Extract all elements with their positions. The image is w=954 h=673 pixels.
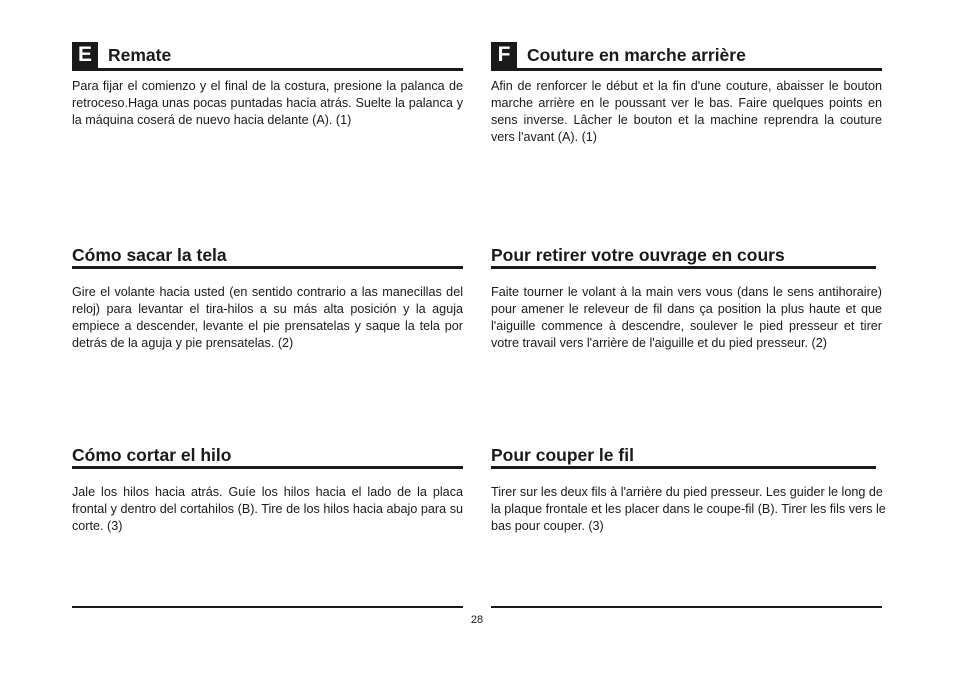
section-heading-row xyxy=(491,40,882,66)
section-title: Remate xyxy=(108,45,172,65)
section-body: Jale los hilos hacia atrás. Guíe los hilos hacia el lado de la placa frontal y dentro del cortahilos (B). Tire de los hilos hacia abajo para su corte. (3) xyxy=(72,485,463,534)
section-body: Gire el volante hacia usted (en sentido contrario a las manecillas del reloj) para levantar el tira-hilos a su más alta posición y la aguja empiece a descender, levante el pie prensatelas y saque la tela por detrás de la aguja y pie prensatelas. (2) xyxy=(72,285,463,351)
heading-rule xyxy=(72,466,463,469)
section-body: Faite tourner le volant à la main vers vous (dans le sens antihoraire) pour amener le releveur de fil dans ça position la plus haute et que l'aiguille commence à descendre, soulever le pied presseur et tirer votre travail vers l'arrière de l'aiguille et du pied presseur. (2) xyxy=(491,285,882,351)
section-title: Pour couper le fil xyxy=(491,445,634,465)
section-heading-row xyxy=(72,436,463,465)
page-number: 28 xyxy=(470,614,484,626)
section-heading-row xyxy=(72,40,463,66)
section-heading-row xyxy=(491,236,882,265)
section-title: Couture en marche arrière xyxy=(527,45,746,65)
section-heading-row xyxy=(491,436,882,465)
section-couture-en-marche-arriere xyxy=(491,40,882,145)
section-pour-couper-le-fil xyxy=(491,436,886,534)
heading-rule xyxy=(491,68,882,71)
section-como-sacar-la-tela xyxy=(72,236,463,351)
section-body: Afin de renforcer le début et la fin d'une couture, abaisser le bouton marche arrière en le poussant ver le bas. Faire quelques points en sens inverse. Lâcher le bouton et la machine reprendra la couture vers l'avant (A). (1) xyxy=(491,79,882,145)
section-remate xyxy=(72,40,463,128)
language-badge-e: E xyxy=(72,42,98,68)
section-como-cortar-el-hilo xyxy=(72,436,463,534)
footer-rule-right xyxy=(491,606,882,608)
section-title: Cómo cortar el hilo xyxy=(72,445,232,465)
section-heading-row xyxy=(72,236,463,265)
section-body: Para fijar el comienzo y el final de la costura, presione la palanca de retroceso.Haga unas pocas puntadas hacia atrás. Suelte la palanca y la máquina coserá de nuevo hacia delante (A). (1) xyxy=(72,79,463,128)
heading-rule xyxy=(491,466,876,469)
section-title: Cómo sacar la tela xyxy=(72,245,227,265)
language-badge-f: F xyxy=(491,42,517,68)
section-pour-retirer-votre-ouvrage xyxy=(491,236,882,351)
section-title: Pour retirer votre ouvrage en cours xyxy=(491,245,785,265)
heading-rule xyxy=(72,266,463,269)
heading-rule xyxy=(72,68,463,71)
section-body: Tirer sur les deux fils à l'arrière du pied presseur. Les guider le long de la plaque frontale et les placer dans le coupe-fil (B). Tirer les fils vers le bas pour couper. (3) xyxy=(491,485,886,534)
footer-rule-left xyxy=(72,606,463,608)
heading-rule xyxy=(491,266,876,269)
